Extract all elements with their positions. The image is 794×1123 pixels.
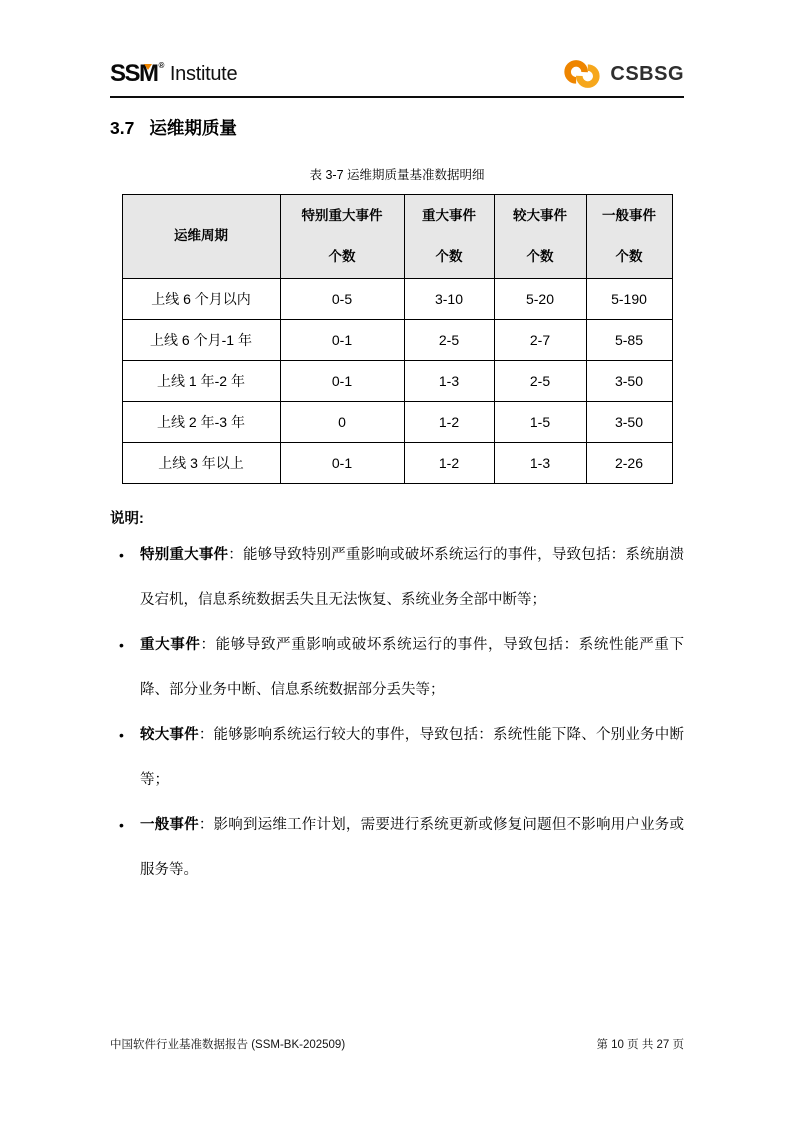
csbsg-logo bbox=[562, 57, 684, 91]
note-description: ：能够影响系统运行较大的事件，导致包括：系统性能下降、个别业务中断等； bbox=[140, 726, 685, 788]
bullet-icon: • bbox=[119, 726, 124, 743]
note-description: ：能够导致特别严重影响或破坏系统运行的事件，导致包括：系统崩溃及宕机，信息系统数据丢失且无法恢复、系统业务全部中断等； bbox=[140, 546, 684, 608]
ssm-institute-logo bbox=[110, 62, 237, 86]
ssm-institute-label: Institute bbox=[169, 62, 238, 85]
bullet-icon: • bbox=[119, 546, 124, 563]
table-row bbox=[122, 442, 672, 483]
section-title bbox=[110, 117, 684, 140]
csbsg-label: CSBSG bbox=[610, 62, 684, 85]
period-cell: 上线 6 个月-1 年 bbox=[122, 319, 280, 360]
note-term: 重大事件 bbox=[140, 636, 201, 653]
value-cell: 3-10 bbox=[404, 278, 494, 319]
value-cell: 0-5 bbox=[280, 278, 404, 319]
ssm-wordmark bbox=[110, 62, 163, 86]
benchmark-table bbox=[122, 194, 673, 484]
value-cell: 1-3 bbox=[494, 442, 586, 483]
notes-list bbox=[110, 533, 684, 893]
section-title-text: 运维期质量 bbox=[149, 118, 237, 138]
period-cell: 上线 3 年以上 bbox=[122, 442, 280, 483]
table-row bbox=[122, 278, 672, 319]
value-cell: 0-1 bbox=[280, 319, 404, 360]
value-cell: 5-20 bbox=[494, 278, 586, 319]
value-cell: 5-85 bbox=[586, 319, 672, 360]
note-item bbox=[110, 803, 684, 893]
footer-page-number: 第 10 页 共 27 页 bbox=[596, 1039, 684, 1051]
registered-mark: ® bbox=[158, 61, 163, 70]
table-caption: 表 3-7 运维期质量基准数据明细 bbox=[309, 167, 485, 182]
ssm-letter-m: M bbox=[139, 60, 158, 87]
value-cell: 5-190 bbox=[586, 278, 672, 319]
col-header-major: 重大事件 个数 bbox=[404, 194, 494, 278]
note-term: 一般事件 bbox=[140, 816, 199, 833]
page-header bbox=[110, 0, 684, 96]
table-row bbox=[122, 319, 672, 360]
table-row bbox=[122, 401, 672, 442]
period-cell: 上线 6 个月以内 bbox=[122, 278, 280, 319]
col-header-critical: 特别重大事件 个数 bbox=[280, 194, 404, 278]
ssm-letters: SS bbox=[110, 60, 140, 87]
note-item bbox=[110, 713, 684, 803]
value-cell: 0-1 bbox=[280, 442, 404, 483]
period-cell: 上线 2 年-3 年 bbox=[122, 401, 280, 442]
note-description: ：影响到运维工作计划，需要进行系统更新或修复问题但不影响用户业务或服务等。 bbox=[140, 816, 685, 878]
value-cell: 1-5 bbox=[494, 401, 586, 442]
col-header-period: 运维周期 bbox=[122, 194, 280, 278]
ssm-triangle-icon bbox=[144, 64, 152, 70]
bullet-icon: • bbox=[119, 816, 124, 833]
value-cell: 1-3 bbox=[404, 360, 494, 401]
page-footer bbox=[110, 1036, 684, 1052]
table-header-row bbox=[122, 194, 672, 278]
note-term: 特别重大事件 bbox=[140, 546, 229, 563]
note-item bbox=[110, 623, 684, 713]
value-cell: 3-50 bbox=[586, 360, 672, 401]
col-header-moderate: 较大事件 个数 bbox=[494, 194, 586, 278]
value-cell: 0 bbox=[280, 401, 404, 442]
header-divider bbox=[110, 96, 684, 98]
notes-heading: 说明: bbox=[110, 510, 144, 527]
footer-report-title: 中国软件行业基准数据报告 (SSM-BK-202509) bbox=[110, 1039, 346, 1051]
value-cell: 0-1 bbox=[280, 360, 404, 401]
value-cell: 2-7 bbox=[494, 319, 586, 360]
value-cell: 3-50 bbox=[586, 401, 672, 442]
bullet-icon: • bbox=[119, 636, 124, 653]
note-term: 较大事件 bbox=[140, 726, 199, 743]
value-cell: 2-26 bbox=[586, 442, 672, 483]
value-cell: 1-2 bbox=[404, 442, 494, 483]
note-description: ：能够导致严重影响或破坏系统运行的事件，导致包括：系统性能严重下降、部分业务中断、信息系统数据部分丢失等； bbox=[140, 636, 684, 698]
value-cell: 2-5 bbox=[494, 360, 586, 401]
value-cell: 1-2 bbox=[404, 401, 494, 442]
section-number: 3.7 bbox=[110, 118, 135, 138]
col-header-general: 一般事件 个数 bbox=[586, 194, 672, 278]
table-row bbox=[122, 360, 672, 401]
period-cell: 上线 1 年-2 年 bbox=[122, 360, 280, 401]
note-item bbox=[110, 533, 684, 623]
csbsg-rings-icon bbox=[562, 57, 603, 91]
value-cell: 2-5 bbox=[404, 319, 494, 360]
